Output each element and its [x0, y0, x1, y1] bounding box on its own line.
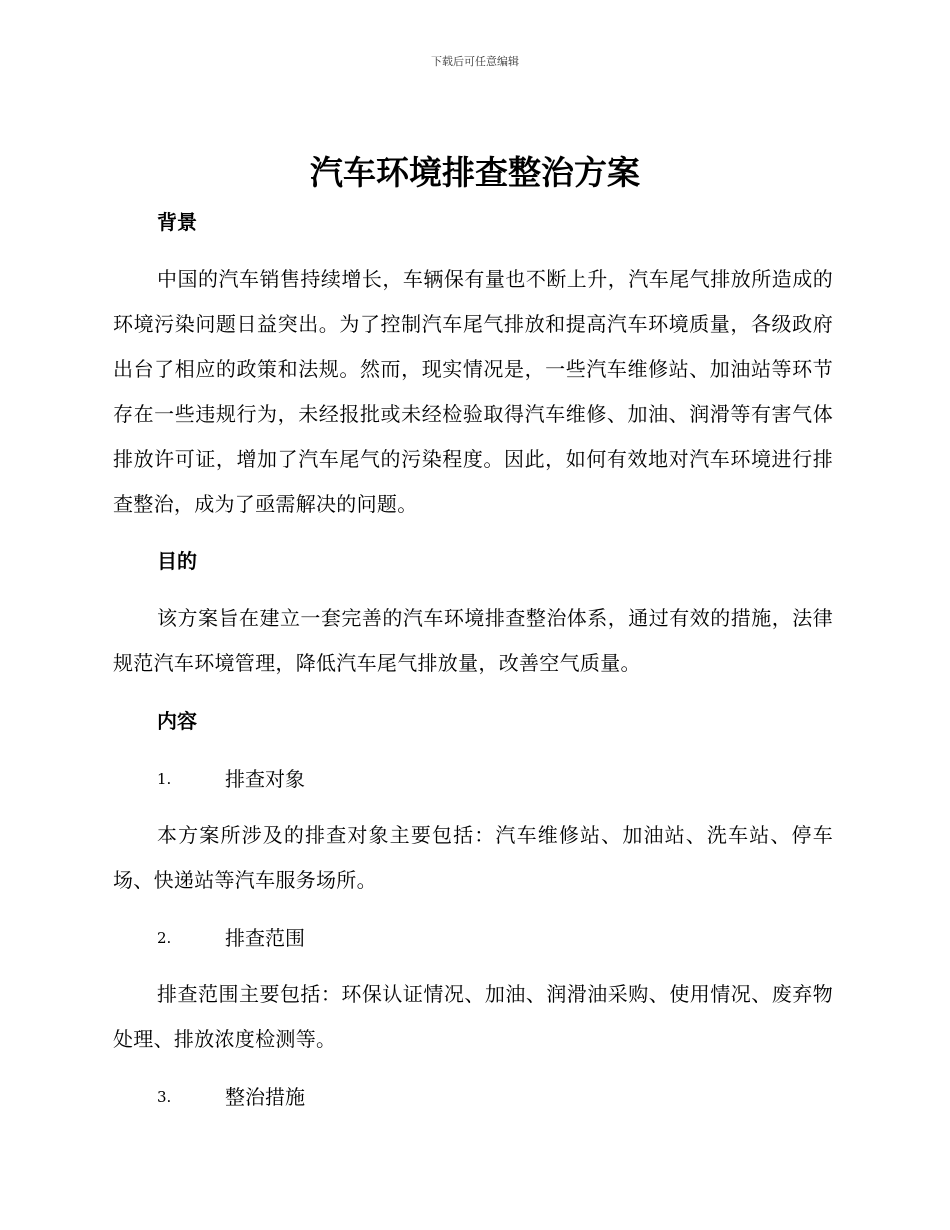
- section-heading-content: 内容: [157, 709, 197, 733]
- list-item-3: [157, 1083, 305, 1111]
- list-number: 3.: [157, 1088, 172, 1106]
- purpose-paragraph: 该方案旨在建立一套完善的汽车环境排查整治体系，通过有效的措施，法律规范汽车环境管理，降低汽车尾气排放量，改善空气质量。: [113, 606, 833, 675]
- section-heading-background: 背景: [157, 210, 197, 234]
- item-1-paragraph: 本方案所涉及的排查对象主要包括：汽车维修站、加油站、洗车站、停车场、快递站等汽车服务场所。: [113, 823, 833, 892]
- list-number: 1.: [157, 770, 172, 788]
- header-note: 下载后可任意编辑: [431, 55, 519, 68]
- list-number: 2.: [157, 929, 172, 947]
- list-item-1: [157, 765, 305, 793]
- list-label: 排查对象: [225, 767, 305, 791]
- document-title: 汽车环境排查整治方案: [310, 153, 640, 192]
- item-2-paragraph: 排查范围主要包括：环保认证情况、加油、润滑油采购、使用情况、废弃物处理、排放浓度检测等。: [113, 982, 833, 1051]
- section-heading-purpose: 目的: [157, 549, 197, 573]
- background-paragraph: 中国的汽车销售持续增长，车辆保有量也不断上升，汽车尾气排放所造成的环境污染问题日益突出。为了控制汽车尾气排放和提高汽车环境质量，各级政府出台了相应的政策和法规。然而，现实情况是，一些汽车维修站、加油站等环节存在一些违规行为，未经报批或未经检验取得汽车维修、加油、润滑等有害气体排放许可证，增加了汽车尾气的污染程度。因此，如何有效地对汽车环境进行排查整治，成为了亟需解决的问题。: [113, 267, 833, 516]
- list-label: 整治措施: [225, 1085, 305, 1109]
- list-label: 排查范围: [225, 926, 305, 950]
- list-item-2: [157, 924, 305, 952]
